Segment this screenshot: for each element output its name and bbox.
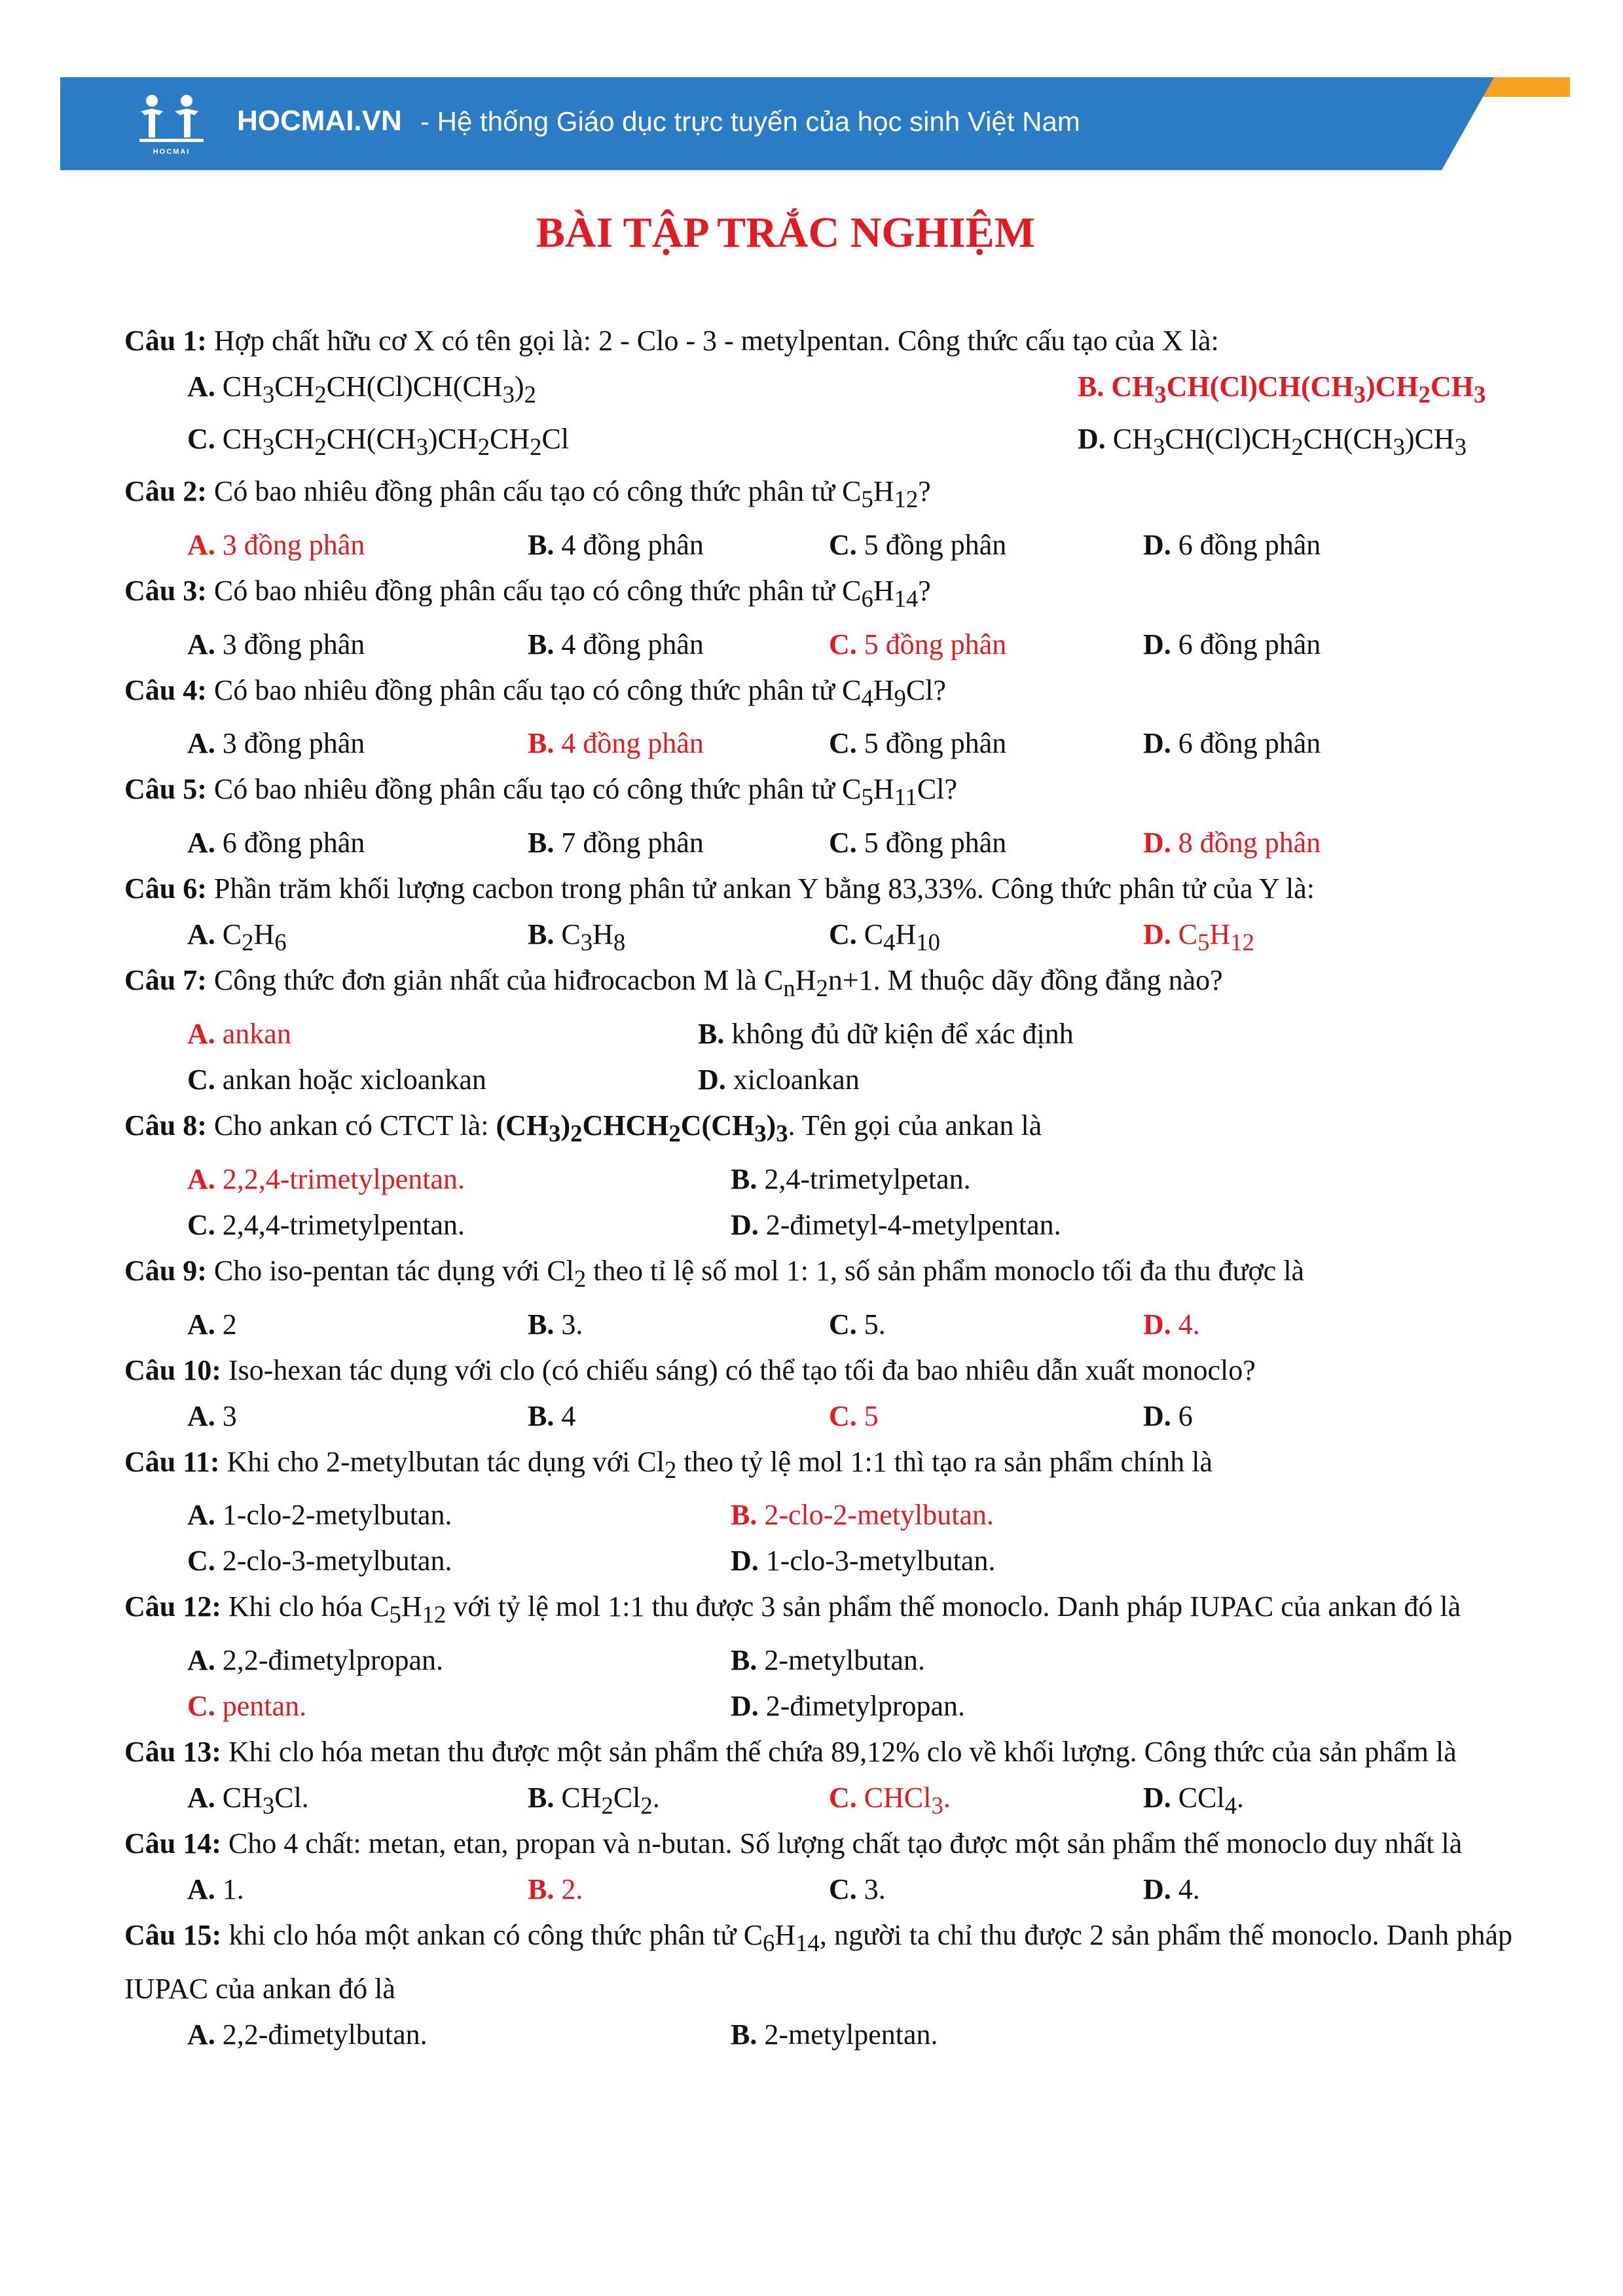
option-text: 3 [215,1399,237,1432]
answer-options [124,1638,1512,1729]
logo-text: HOCMAI [153,148,191,156]
question-stem: Hợp chất hữu cơ X có tên gọi là: 2 - Clo - 3 - metylpentan. Công thức cấu tạo của X là: [213,325,1219,357]
hocmai-logo [136,92,208,157]
question-text [124,1912,1512,2012]
answer-options [124,1492,1512,1584]
question-8 [124,1103,1512,1248]
option-d[interactable] [1143,1775,1244,1829]
question-number: Câu 13: [124,1736,221,1768]
answer-options [124,1302,1512,1348]
option-text: 6 đồng phân [1171,528,1321,561]
option-text: 2-đimetylpropan. [758,1690,966,1723]
option-text: 2,2-đimetylbutan. [215,2018,428,2051]
option-row [187,1638,1512,1683]
option-c[interactable] [829,1775,951,1829]
option-text: 4. [1171,1873,1200,1906]
option-label: A. [187,1644,215,1677]
option-text: $C_5H_{12}$ [1171,918,1254,956]
option-label: A. [187,827,215,859]
option-a[interactable] [187,1867,244,1912]
question-stem: Cho 4 chất: metan, etan, propan và n-butan. Số lượng chất tạo được một sản phẩm thế monoclo duy nhất là [228,1827,1463,1860]
option-row [187,1683,1512,1729]
answer-options [124,1011,1512,1103]
option-label: B. [528,1399,555,1432]
option-text: 1-clo-3-metylbutan. [758,1545,996,1577]
option-label: B. [528,1873,555,1906]
option-text: 8 đồng phân [1171,827,1321,859]
option-label: B. [528,727,555,760]
option-label: D. [1143,1308,1171,1340]
answer-options [124,522,1512,568]
option-b[interactable] [731,2012,938,2058]
option-row [187,1538,1512,1584]
option-label: D. [1143,918,1171,951]
option-text: 2 [215,1308,237,1340]
option-a[interactable] [187,622,365,668]
option-c[interactable] [187,1538,452,1584]
option-text: $C_3H_8$ [554,918,626,956]
option-text: 3 đồng phân [215,727,365,760]
option-b[interactable] [528,1302,583,1348]
option-c[interactable] [829,522,1006,568]
option-text: $CH_3CH(Cl)CH_2CH(CH_3)CH_3$ [1105,423,1467,460]
option-text: ankan hoặc xicloankan [215,1063,486,1096]
question-number: Câu 15: [124,1919,222,1952]
question-9 [124,1248,1512,1348]
question-10 [124,1348,1512,1439]
option-text: $CH_3CH_2CH(CH_3)CH_2CH_2Cl$ [215,423,570,460]
option-a[interactable] [187,1157,465,1202]
option-text: ankan [215,1017,291,1050]
option-label: B. [731,2018,757,2051]
option-c[interactable] [829,721,1006,766]
option-text: 2-metylbutan. [757,1644,925,1677]
option-c[interactable] [829,912,940,965]
option-label: A. [187,1873,215,1906]
option-label: D. [1143,827,1171,859]
option-row [187,416,1512,469]
question-number: Câu 14: [124,1827,221,1860]
option-text: 5. [856,1308,886,1340]
option-d[interactable] [1143,522,1321,568]
option-a[interactable] [187,1638,443,1683]
option-text: 6 [1171,1399,1193,1432]
option-row [187,1011,1512,1057]
option-label: C. [829,1782,857,1814]
question-number: Câu 3: [124,574,207,607]
option-text: không đủ dữ kiện để xác định [724,1017,1074,1050]
option-row [187,1393,1512,1439]
option-text: 6 đồng phân [1171,628,1321,660]
page-title: BÀI TẬP TRẮC NGHIỆM [536,209,1036,257]
question-text [124,318,1512,364]
question-number: Câu 2: [124,475,207,507]
option-text: 5 [856,1399,879,1432]
answer-options [124,2012,1512,2058]
option-label: C. [829,727,857,760]
question-stem: Có bao nhiêu đồng phân cấu tạo có công thức phân tử $C_5H_{11}Cl$? [213,773,958,811]
option-a[interactable] [187,820,365,866]
option-text: 5 đồng phân [856,528,1007,561]
option-label: A. [187,2018,215,2051]
option-c[interactable] [829,1393,879,1439]
question-stem: Công thức đơn giản nhất của hiđrocacbon M là $C_nH_2n+1$. M thuộc dãy đồng đẳng nào? [213,964,1223,1001]
option-text: xicloankan [725,1063,860,1096]
option-b[interactable] [528,622,704,668]
option-a[interactable] [187,2012,428,2058]
question-text [124,958,1512,1011]
option-text: 3 đồng phân [215,628,365,660]
option-label: C. [187,1690,215,1723]
option-d[interactable] [1078,416,1467,470]
question-5 [124,766,1512,866]
answer-options [124,721,1512,766]
answer-options [124,1775,1512,1821]
option-label: A. [187,1399,215,1432]
option-b[interactable] [528,1393,575,1439]
question-13 [124,1729,1512,1821]
option-row [187,1492,1512,1538]
option-c[interactable] [829,1867,886,1912]
option-row [187,1202,1512,1248]
question-7 [124,958,1512,1103]
option-label: C. [829,1873,857,1906]
option-text: 2-clo-3-metylbutan. [215,1545,452,1577]
answer-options [124,364,1512,469]
option-d[interactable] [698,1057,860,1103]
answer-options [124,912,1512,958]
option-text: 2,2-đimetylpropan. [215,1644,444,1677]
option-label: A. [187,528,215,561]
option-label: A. [187,727,215,760]
option-text: 5 đồng phân [856,727,1007,760]
option-label: B. [698,1017,725,1050]
option-label: C. [829,918,857,951]
brand-name: HOCMAI.VN [237,105,402,137]
option-label: D. [1143,1399,1171,1432]
option-text: CHCl$_3$. [856,1782,951,1819]
option-c[interactable] [187,1057,486,1103]
question-text [124,469,1512,522]
option-d[interactable] [1143,721,1321,766]
option-d[interactable] [1143,912,1254,965]
option-a[interactable] [187,1302,237,1348]
question-number: Câu 12: [124,1590,221,1623]
option-label: A. [187,370,215,403]
option-label: A. [187,1308,215,1340]
option-label: D. [731,1690,759,1723]
option-label: A. [187,1162,215,1195]
question-4 [124,668,1512,767]
answer-options [124,820,1512,866]
question-number: Câu 10: [124,1354,221,1386]
question-14 [124,1821,1512,1912]
question-text [124,1248,1512,1302]
option-text: 2,4,4-trimetylpentan. [215,1208,465,1241]
brand-tagline: - Hệ thống Giáo dục trực tuyến của học sinh Việt Nam [420,106,1080,137]
option-c[interactable] [187,416,569,470]
option-label: A. [187,1017,215,1050]
question-number: Câu 8: [124,1109,207,1141]
option-label: C. [829,528,857,561]
option-text: $C_4H_{10}$ [856,918,940,956]
question-number: Câu 9: [124,1254,207,1287]
header-banner [60,77,1570,170]
option-text: $CH_3Cl$. [215,1782,309,1819]
option-label: C. [187,1063,215,1096]
option-d[interactable] [1143,622,1321,668]
option-text: $CH_2Cl_2$. [554,1782,660,1819]
option-text: 2-đimetyl-4-metylpentan. [758,1208,1061,1241]
question-list [124,318,1512,2058]
option-text: 2,2,4-trimetylpentan. [215,1162,465,1195]
question-text [124,1103,1512,1157]
answer-options [124,1393,1512,1439]
option-label: A. [187,1782,215,1814]
option-text: 3. [856,1873,886,1906]
option-text: $C_2H_6$ [215,918,287,956]
option-row [187,2012,1512,2058]
question-formula: $(CH_3)_2CHCH_2C(CH_3)_3$ [496,1109,788,1147]
question-stem: Phần trăm khối lượng cacbon trong phân tử ankan Y bằng 83,33%. Công thức phân tử của Y là: [213,872,1315,905]
option-text: 6 đồng phân [1171,727,1321,760]
option-label: C. [829,827,857,859]
option-label: D. [731,1208,759,1241]
question-6 [124,866,1512,958]
option-a[interactable] [187,721,365,766]
option-label: B. [731,1162,757,1195]
option-label: D. [1078,423,1106,455]
option-row [187,1867,1512,1912]
option-label: A. [187,1499,215,1532]
option-text: 3. [554,1308,583,1340]
option-text: 5 đồng phân [856,628,1007,660]
option-label: C. [187,1545,215,1577]
question-text [124,1348,1512,1393]
option-d[interactable] [1143,1302,1200,1348]
option-c[interactable] [829,622,1006,668]
option-d[interactable] [1143,1867,1200,1912]
option-b[interactable] [528,820,704,866]
option-row [187,1302,1512,1348]
option-text: 4 đồng phân [554,628,704,660]
option-row [187,721,1512,766]
question-number: Câu 7: [124,964,207,997]
question-text [124,766,1512,820]
question-number: Câu 11: [124,1445,220,1478]
answer-options [124,1867,1512,1912]
option-label: B. [528,1308,555,1340]
option-label: B. [1078,370,1104,403]
option-b[interactable] [528,1867,583,1912]
option-label: B. [528,628,555,660]
option-text: 4 [554,1399,576,1432]
question-stem: Có bao nhiêu đồng phân cấu tạo có công thức phân tử $C_4H_9Cl$? [213,673,947,711]
option-d[interactable] [731,1538,995,1584]
option-label: C. [829,1399,857,1432]
option-a[interactable] [187,1775,309,1829]
question-2 [124,469,1512,568]
option-d[interactable] [731,1202,1061,1248]
option-b[interactable] [528,721,704,766]
option-b[interactable] [698,1011,1074,1057]
question-text [124,568,1512,622]
option-text: pentan. [215,1690,307,1723]
option-text: 4 đồng phân [554,727,704,760]
question-stem: Khi cho 2-metylbutan tác dụng với $Cl_2$ theo tỷ lệ mol 1:1 thì tạo ra sản phẩm chính là [227,1445,1213,1483]
question-stem: khi clo hóa một ankan có công thức phân tử $C_6H_{14}$, người ta chỉ thu được 2 sản phẩm thế monoclo. Danh pháp IUPAC của ankan đó là [124,1919,1513,2005]
option-label: D. [698,1063,726,1096]
option-label: B. [528,1782,555,1814]
question-stem: Có bao nhiêu đồng phân cấu tạo có công thức phân tử $C_6H_{14}$? [213,574,931,612]
option-text: 6 đồng phân [215,827,365,859]
answer-options [124,622,1512,668]
option-label: C. [187,1208,215,1241]
option-a[interactable] [187,1011,291,1057]
option-label: B. [528,827,555,859]
option-label: C. [829,1308,857,1340]
option-label: D. [731,1545,759,1577]
question-1 [124,318,1512,469]
option-b[interactable] [528,1775,660,1829]
option-a[interactable] [187,1393,237,1439]
logo-icon [136,92,208,144]
question-11 [124,1439,1512,1585]
option-row [187,1057,1512,1103]
question-text [124,668,1512,721]
option-c[interactable] [187,1202,465,1248]
question-number: Câu 1: [124,325,207,357]
option-b[interactable] [528,912,625,965]
option-row [187,1775,1512,1821]
option-text: 2-clo-2-metylbutan. [757,1499,994,1532]
option-label: A. [187,918,215,951]
option-text: $CH_3CH(Cl)CH(CH_3)CH_2CH_3$ [1104,370,1486,408]
option-text: 4. [1171,1308,1200,1340]
question-stem: Iso-hexan tác dụng với clo (có chiếu sáng) có thể tạo tối đa bao nhiêu dẫn xuất monoclo? [228,1354,1256,1386]
answer-options [124,1157,1512,1248]
option-d[interactable] [731,1683,965,1729]
option-label: B. [731,1644,757,1677]
option-label: B. [731,1499,757,1532]
option-text: 5 đồng phân [856,827,1007,859]
question-text [124,1584,1512,1638]
option-row [187,1157,1512,1202]
option-label: C. [829,628,857,660]
option-c[interactable] [829,1302,886,1348]
option-d[interactable] [1143,1393,1193,1439]
option-a[interactable] [187,364,536,418]
option-a[interactable] [187,522,365,568]
option-b[interactable] [731,1638,925,1683]
question-text [124,1821,1512,1867]
option-row [187,912,1512,958]
question-text [124,1729,1512,1775]
option-label: B. [528,918,555,951]
option-c[interactable] [829,820,1006,866]
question-text [124,866,1512,912]
question-3 [124,568,1512,668]
question-number: Câu 5: [124,773,207,806]
question-stem: Khi clo hóa $C_5H_{12}$ với tỷ lệ mol 1:1 thu được 3 sản phẩm thế monoclo. Danh pháp IUPAC của ankan đó là [228,1590,1461,1628]
question-number: Câu 6: [124,872,207,905]
question-12 [124,1584,1512,1729]
question-number: Câu 4: [124,673,207,706]
option-text: $CH_3CH_2CH(Cl)CH(CH_3)_2$ [215,370,536,408]
option-row [187,522,1512,568]
option-text: 2-metylpentan. [757,2018,938,2051]
option-label: D. [1143,1873,1171,1906]
option-b[interactable] [1078,364,1486,418]
option-b[interactable] [731,1492,994,1538]
option-a[interactable] [187,912,287,965]
option-label: D. [1143,628,1171,660]
option-a[interactable] [187,1492,452,1538]
option-b[interactable] [528,522,704,568]
option-text: 7 đồng phân [554,827,704,859]
question-15 [124,1912,1512,2058]
option-row [187,820,1512,866]
option-text: CCl$_4$. [1171,1782,1245,1819]
option-text: 1. [215,1873,244,1906]
option-text: 3 đồng phân [215,528,365,561]
option-label: A. [187,628,215,660]
option-text: 2. [554,1873,583,1906]
option-label: B. [528,528,555,561]
option-c[interactable] [187,1683,306,1729]
question-stem-end: . Tên gọi của ankan là [788,1109,1042,1141]
option-d[interactable] [1143,820,1321,866]
option-text: 2,4-trimetylpetan. [757,1162,971,1195]
question-text [124,1439,1512,1493]
option-label: D. [1143,727,1171,760]
question-stem: Khi clo hóa metan thu được một sản phẩm thế chứa 89,12% clo về khối lượng. Công thức của sản phẩm là [228,1736,1457,1768]
question-stem: Có bao nhiêu đồng phân cấu tạo có công thức phân tử $C_5H_{12}$? [213,475,931,512]
option-label: D. [1143,528,1171,561]
question-stem: Cho ankan có CTCT là: [213,1109,496,1141]
option-b[interactable] [731,1157,971,1202]
option-label: C. [187,423,215,455]
option-text: 4 đồng phân [554,528,704,561]
option-label: D. [1143,1782,1171,1814]
option-row [187,622,1512,668]
question-stem: Cho iso-pentan tác dụng với $Cl_2$ theo tỉ lệ số mol 1: 1, số sản phẩm monoclo tối đa thu được là [213,1254,1305,1292]
option-text: 1-clo-2-metylbutan. [215,1499,452,1532]
option-row [187,364,1512,416]
